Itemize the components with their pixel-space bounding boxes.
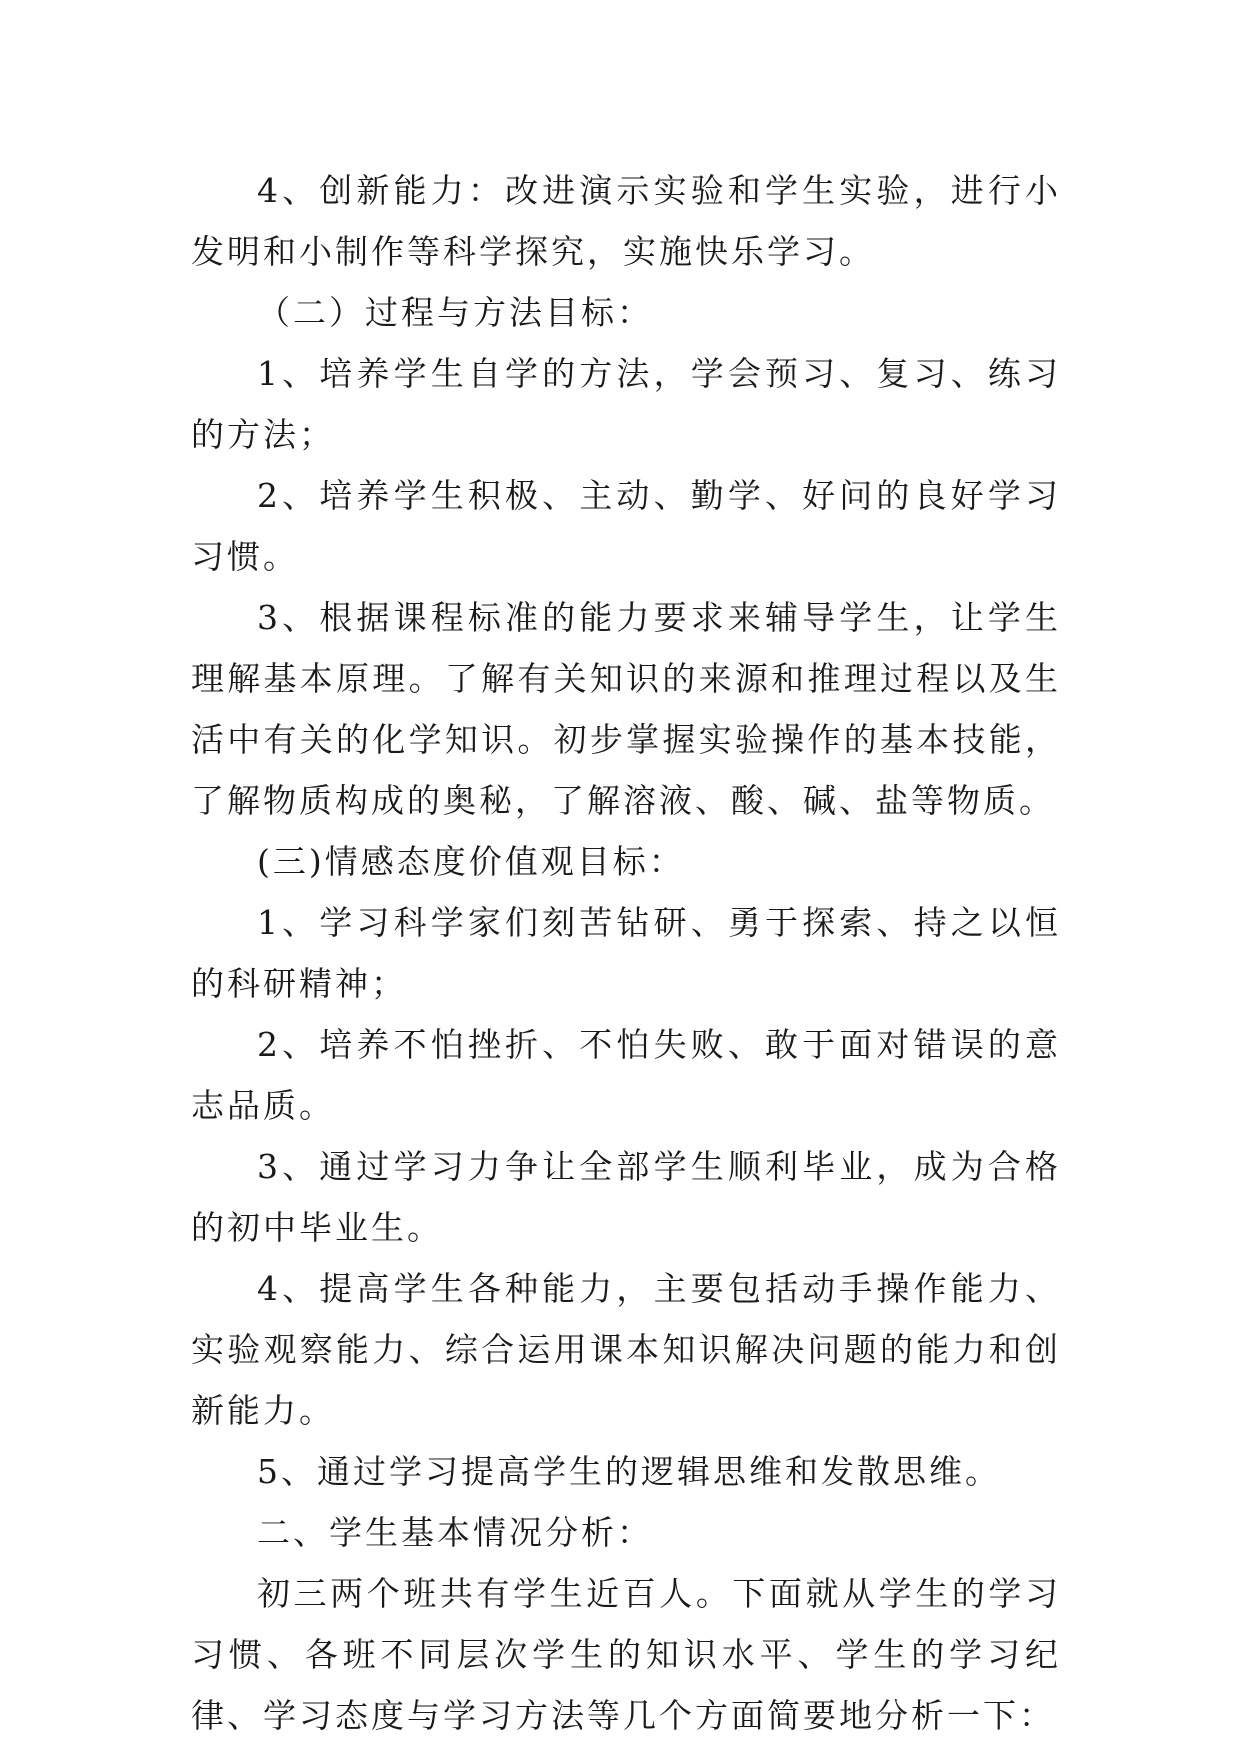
paragraph-graduation: 3、通过学习力争让全部学生顺利毕业，成为合格的初中毕业生。 (191, 1147, 1061, 1247)
paragraph-class-overview: 初三两个班共有学生近百人。下面就从学生的学习习惯、各班不同层次学生的知识水平、学生的学习纪律、学习态度与学习方法等几个方面简要地分析一下： (191, 1574, 1061, 1735)
heading-process-method-goals: （二）过程与方法目标： (257, 293, 653, 332)
paragraph-abilities: 4、提高学生各种能力，主要包括动手操作能力、实验观察能力、综合运用课本知识解决问题的能力和创新能力。 (191, 1269, 1061, 1430)
paragraph-self-study-method: 1、培养学生自学的方法，学会预习、复习、练习的方法； (191, 354, 1061, 454)
paragraph-willpower: 2、培养不怕挫折、不怕失败、敢于面对错误的意志品质。 (191, 1025, 1061, 1125)
document-body (191, 160, 1061, 1746)
heading-student-analysis: 二、学生基本情况分析： (257, 1513, 653, 1552)
paragraph-research-spirit: 1、学习科学家们刻苦钻研、勇于探索、持之以恒的科研精神； (191, 903, 1061, 1003)
paragraph-innovation-ability: 4、创新能力：改进演示实验和学生实验，进行小发明和小制作等科学探究，实施快乐学习。 (191, 171, 1061, 271)
paragraph-curriculum-standards: 3、根据课程标准的能力要求来辅导学生，让学生理解基本原理。了解有关知识的来源和推理过程以及生活中有关的化学知识。初步掌握实验操作的基本技能，了解物质构成的奥秘，了解溶液、酸、碱、盐等物质。 (191, 598, 1061, 820)
heading-emotion-attitude-goals: (三)情感态度价值观目标： (257, 842, 685, 881)
paragraph-study-habits: 2、培养学生积极、主动、勤学、好问的良好学习习惯。 (191, 476, 1061, 576)
paragraph-thinking: 5、通过学习提高学生的逻辑思维和发散思维。 (257, 1452, 1001, 1491)
